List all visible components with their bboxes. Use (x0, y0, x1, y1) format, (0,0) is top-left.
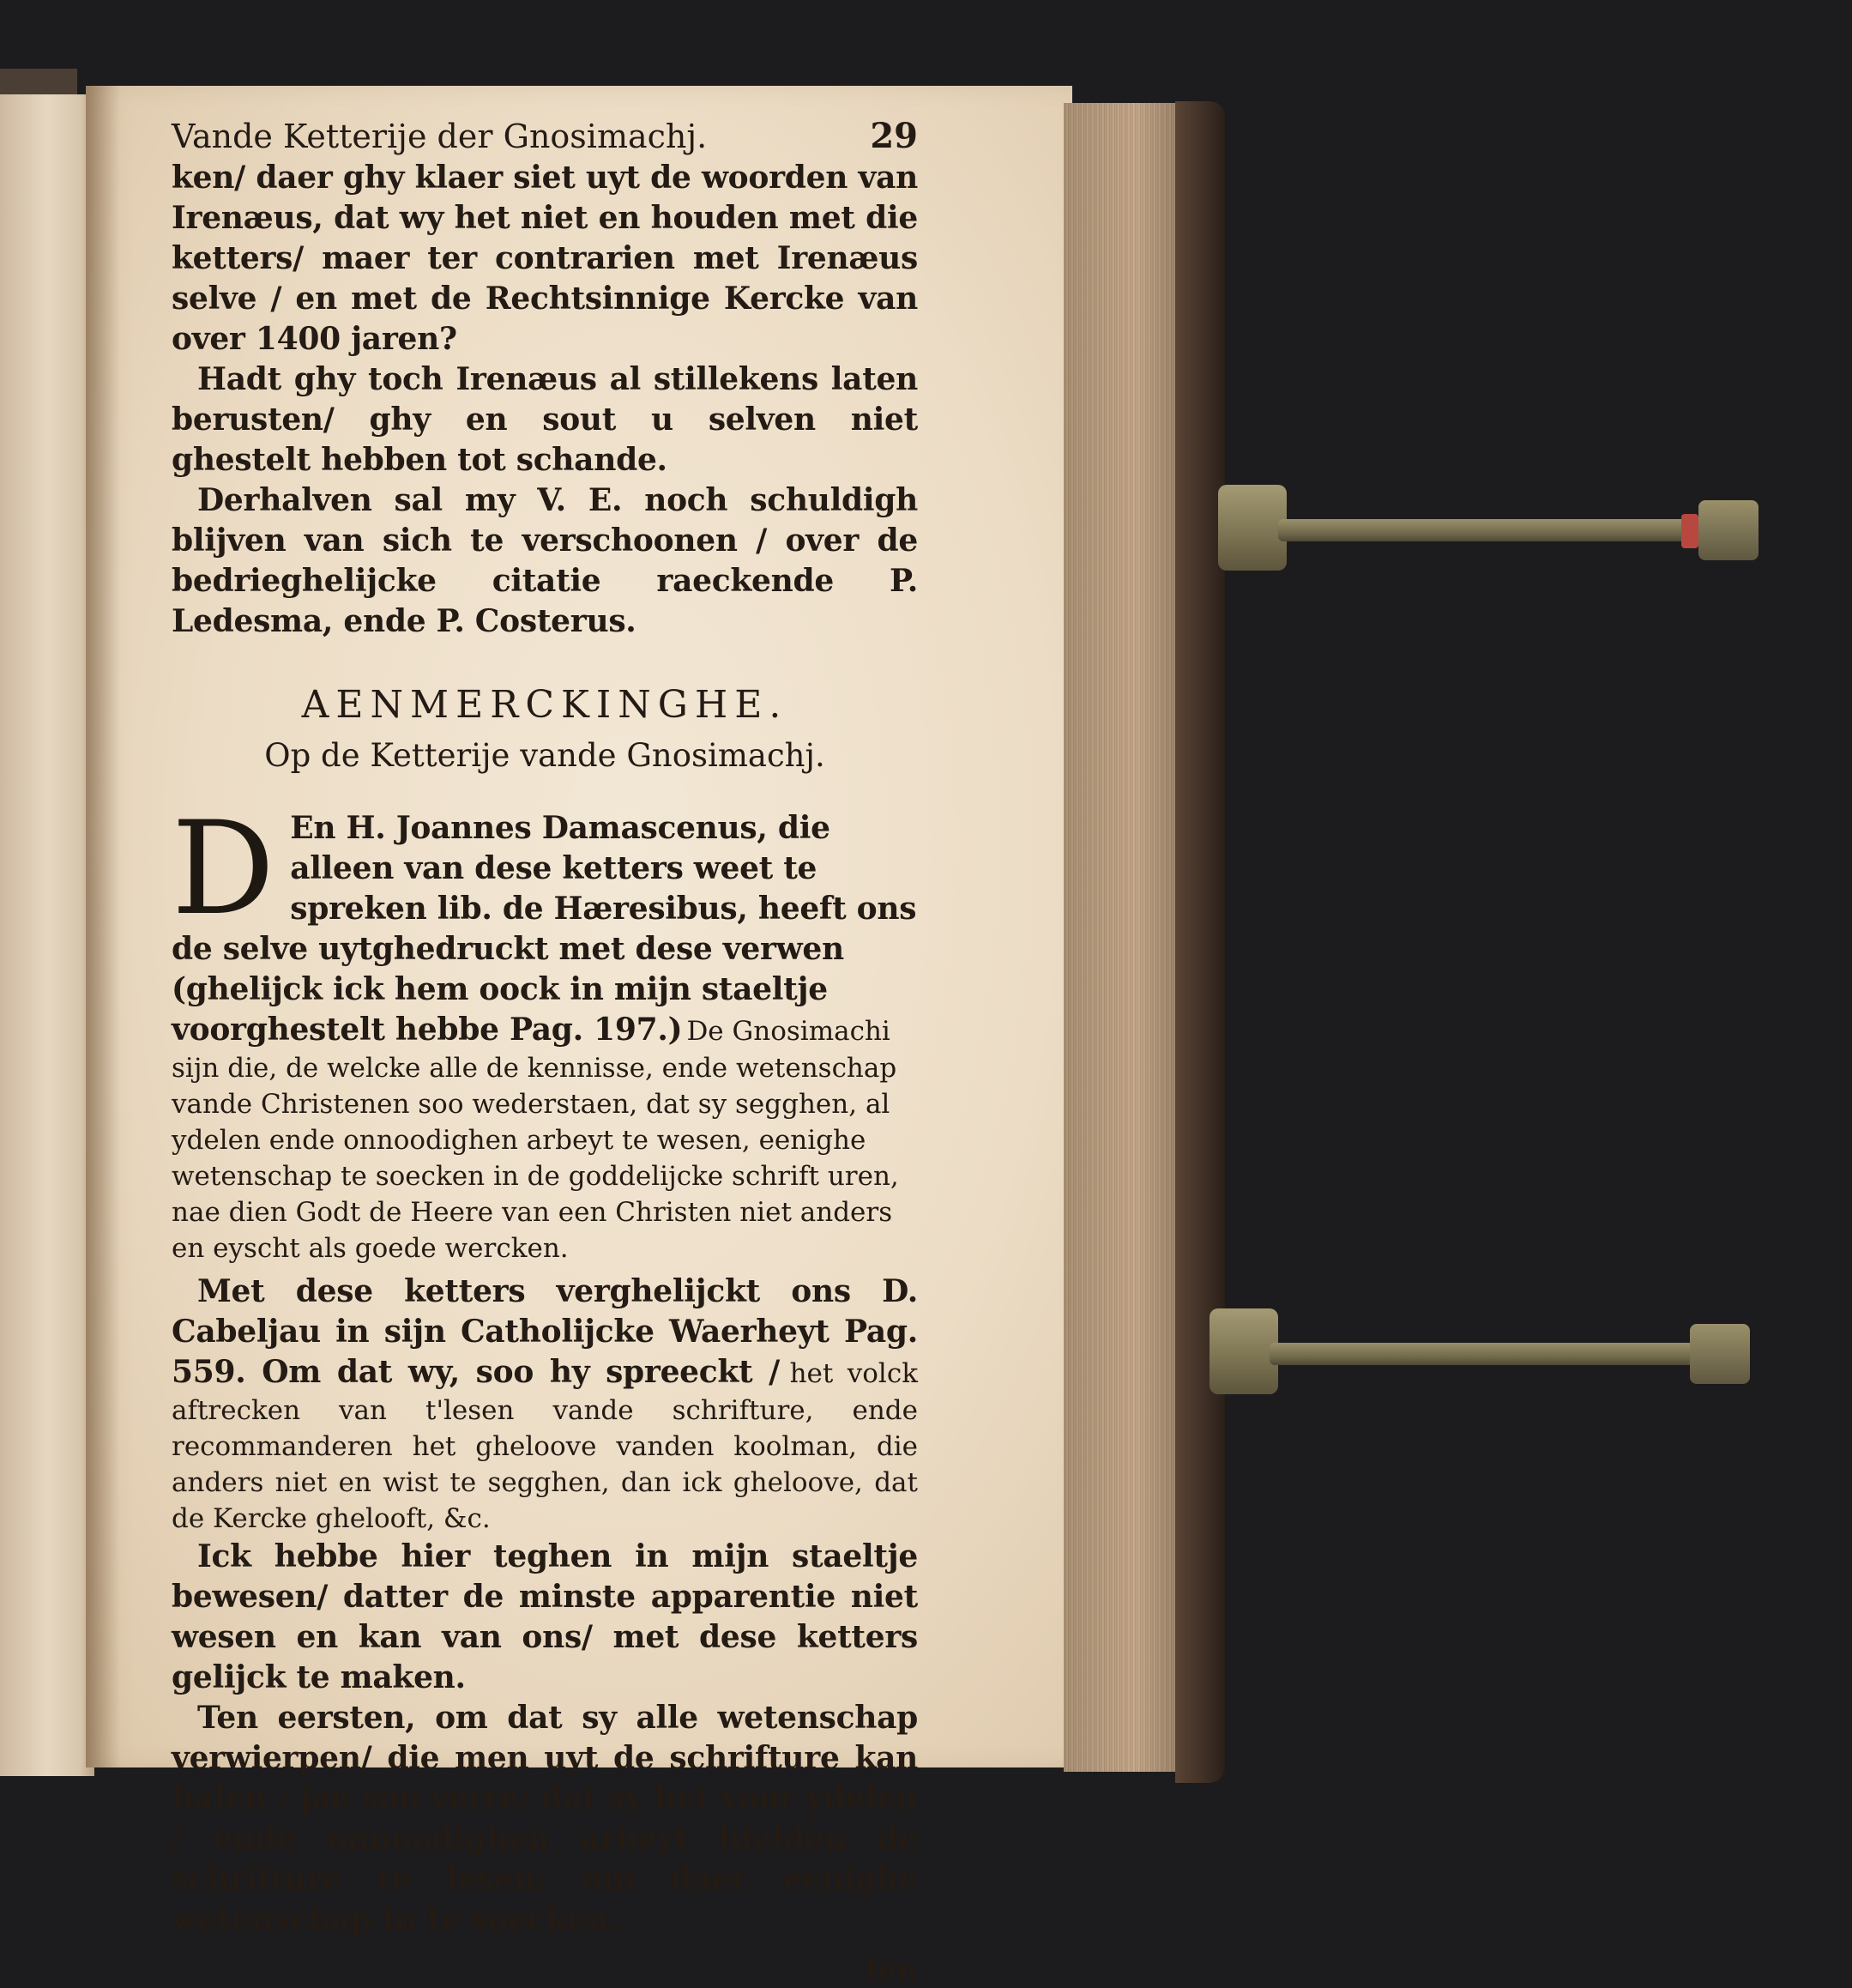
paragraph-irenaeus: ken/ daer ghy klaer siet uyt de woorden van Irenæus, dat wy het niet en houden met die ketters/ maer ter contrarien met Irenæus selve / en met de Rechtsinnige Kercke van over 1400 jaren? (172, 160, 918, 357)
red-mark (1681, 514, 1698, 548)
cabeljau-blackletter: Met dese ketters verghelijckt ons D. Cabeljau in sijn Catholijcke Waerheyt Pag. 559. Om dat wy, soo hy spreeckt / (172, 1273, 918, 1390)
running-head (172, 116, 918, 156)
lower-clasp-hinge (1210, 1308, 1278, 1394)
page-number: 29 (870, 116, 918, 156)
paragraph-damascenus (172, 795, 918, 1266)
running-head-title: Vande Ketterije der Gnosimachj. (172, 118, 708, 155)
cabeljau-roman: het volck aftrecken van t'lesen vande schrifture, ende recommanderen het gheloove vanden koolman, die anders niet en wist te segghen, dan ick gheloove, dat de Kercke ghelooft, &c. (172, 1358, 918, 1534)
section-heading: AENMERCKINGHE. (301, 683, 788, 727)
upper-clasp-tip (1698, 500, 1758, 560)
paragraph-staeltje: Ick hebbe hier teghen in mijn staeltje bewesen/ datter de minste apparentie niet wesen en kan van ons/ met dese ketters gelijck te maken. (172, 1538, 918, 1695)
left-page-edge (0, 94, 94, 1776)
paragraph-ten-eersten: Ten eersten, om dat sy alle wetenschap verwierpen/ die men uyt de schrifture kan halen / jae soo verre/ dat sy het voor ydelen / ende onnoodighen arbeyt hielden de schrifture te lesen/ om daer eenighe wetenschap in te soecken. (172, 1700, 918, 1937)
lower-clasp-tip (1690, 1324, 1750, 1384)
lower-clasp-bar (1270, 1343, 1716, 1365)
paragraph-cabeljau (172, 1272, 918, 1537)
drop-cap-letter: D (172, 795, 275, 944)
fore-edge-shading (1064, 103, 1184, 1772)
paragraph-stillekens: Hadt ghy toch Irenæus al stillekens laten berusten/ ghy en sout u selven niet ghestelt hebben tot schande. (172, 361, 918, 478)
paragraph-derhalven: Derhalven sal my V. E. noch schuldigh blijven van sich te verschoonen / over de bedrieghelijcke citatie raeckende P. Ledesma, ende P. Costerus. (172, 482, 918, 639)
damascenus-blackletter: En H. Joannes Damascenus, die alleen van dese ketters weet te spreken lib. de Hæresibus, heeft ons de selve uytghedruckt met dese verwen (ghelijck ick hem oock in mijn staeltje voorghestelt hebbe Pag. 197.) (172, 810, 917, 1048)
catchword: Ten (860, 1954, 918, 1988)
back-cover (1175, 101, 1225, 1783)
section-subheading: Op de Ketterije vande Gnosimachj. (264, 737, 825, 774)
page-text-block (172, 116, 918, 1988)
damascenus-roman: De Gnosimachi sijn die, de welcke alle de kennisse, ende wetenschap vande Christenen soo wederstaen, dat sy segghen, al ydelen ende onnoodighen arbeyt te wesen, eenighe wetenschap te soecken in de goddelijcke schrift uren, nae dien Godt de Heere van een Christen niet anders en eyscht als goede wercken. (172, 1016, 899, 1264)
upper-clasp-hinge (1218, 485, 1287, 571)
page-gutter-shadow (86, 86, 120, 1767)
upper-clasp-bar (1278, 519, 1724, 541)
